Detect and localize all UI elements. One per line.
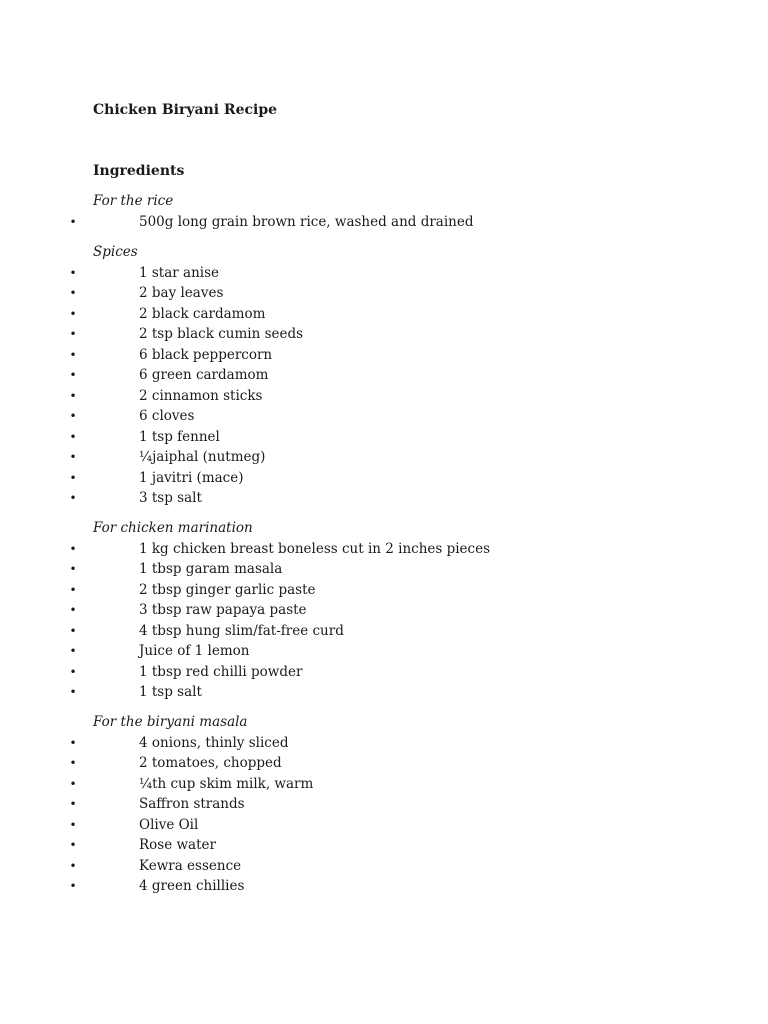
- list-item: [0, 304, 768, 325]
- section-title: For the biryani masala: [93, 714, 248, 730]
- list-item: [0, 580, 768, 601]
- bullet-icon: •: [69, 562, 77, 576]
- bullet-icon: •: [69, 450, 77, 464]
- list-item: [0, 682, 768, 703]
- list-item: [0, 212, 768, 233]
- list-item-text: 6 cloves: [139, 408, 195, 424]
- list-item: [0, 641, 768, 662]
- list-item: [0, 365, 768, 386]
- list-item-text: 2 cinnamon sticks: [139, 387, 263, 404]
- list-item: [0, 447, 768, 468]
- list-item: [0, 753, 768, 774]
- list-item-text: Olive Oil: [139, 816, 199, 833]
- list-item-text: Juice of 1 lemon: [139, 643, 250, 659]
- list-item-text: 4 tbsp hung slim/fat-free curd: [139, 622, 344, 639]
- bullet-icon: •: [69, 623, 77, 638]
- list-item: [0, 876, 768, 897]
- bullet-icon: •: [69, 776, 77, 791]
- bullet-icon: •: [69, 879, 77, 893]
- bullet-icon: •: [69, 858, 77, 873]
- list-item: [0, 815, 768, 836]
- bullet-icon: •: [69, 582, 77, 597]
- page-title: Chicken Biryani Recipe: [93, 102, 278, 118]
- bullet-icon: •: [69, 817, 77, 832]
- bullet-icon: •: [69, 368, 77, 382]
- list-item: [0, 263, 768, 284]
- list-item-text: 4 onions, thinly sliced: [139, 734, 289, 751]
- bullet-icon: •: [69, 756, 77, 770]
- bullet-icon: •: [69, 603, 77, 617]
- list-item: [0, 283, 768, 304]
- list-item: [0, 324, 768, 345]
- list-item: [0, 621, 768, 642]
- list-item-text: Kewra essence: [139, 857, 242, 874]
- list-item-text: 2 tbsp ginger garlic paste: [139, 581, 316, 598]
- list-item: [0, 539, 768, 560]
- bullet-icon: •: [69, 685, 77, 699]
- list-item-text: 2 black cardamom: [139, 305, 266, 322]
- ingredient-list: [0, 263, 768, 509]
- list-item-text: 1 star anise: [139, 264, 220, 281]
- list-item-text: 6 green cardamom: [139, 367, 269, 383]
- list-item: [0, 774, 768, 795]
- bullet-icon: •: [69, 429, 77, 444]
- section-title: Spices: [93, 244, 138, 260]
- list-item-text: 1 tsp salt: [139, 684, 202, 700]
- bullet-icon: •: [69, 409, 77, 423]
- list-item-text: 4 green chillies: [139, 878, 245, 894]
- list-item: [0, 427, 768, 448]
- ingredients-heading: Ingredients: [93, 163, 185, 179]
- list-item-text: ¼th cup skim milk, warm: [139, 775, 314, 792]
- ingredient-list: [0, 733, 768, 897]
- list-item-text: 2 tsp black cumin seeds: [139, 326, 304, 342]
- list-item-text: Rose water: [139, 837, 216, 853]
- list-item: [0, 386, 768, 407]
- list-item-text: 2 bay leaves: [139, 285, 224, 301]
- bullet-icon: •: [69, 214, 77, 229]
- section-title: For the rice: [93, 193, 174, 209]
- section-biryani-masala: [0, 712, 768, 897]
- bullet-icon: •: [69, 541, 77, 556]
- bullet-icon: •: [69, 265, 77, 280]
- list-item: [0, 559, 768, 580]
- list-item-text: 1 tbsp red chilli powder: [139, 663, 303, 680]
- bullet-icon: •: [69, 306, 77, 321]
- bullet-icon: •: [69, 491, 77, 505]
- list-item: [0, 600, 768, 621]
- bullet-icon: •: [69, 838, 77, 852]
- list-item-text: 500g long grain brown rice, washed and drained: [139, 213, 474, 230]
- list-item-text: ¼jaiphal (nutmeg): [139, 449, 266, 465]
- list-item: [0, 835, 768, 856]
- list-item-text: 2 tomatoes, chopped: [139, 755, 282, 771]
- ingredient-list: [0, 212, 768, 233]
- section-spices: [0, 242, 768, 509]
- bullet-icon: •: [69, 388, 77, 403]
- section-chicken-marination: [0, 518, 768, 703]
- list-item-text: 6 black peppercorn: [139, 346, 273, 363]
- list-item-text: 3 tbsp raw papaya paste: [139, 602, 307, 618]
- bullet-icon: •: [69, 664, 77, 679]
- bullet-icon: •: [69, 327, 77, 341]
- list-item: [0, 662, 768, 683]
- list-item: [0, 406, 768, 427]
- list-item: [0, 468, 768, 489]
- list-item: [0, 488, 768, 509]
- section-title: For chicken marination: [93, 520, 253, 536]
- bullet-icon: •: [69, 735, 77, 750]
- section-rice: [0, 191, 768, 232]
- list-item-text: 1 tsp fennel: [139, 428, 220, 445]
- bullet-icon: •: [69, 644, 77, 658]
- bullet-icon: •: [69, 286, 77, 300]
- bullet-icon: •: [69, 347, 77, 362]
- bullet-icon: •: [69, 797, 77, 811]
- list-item-text: 1 javitri (mace): [139, 469, 244, 486]
- list-item-text: 3 tsp salt: [139, 490, 202, 506]
- list-item: [0, 794, 768, 815]
- ingredient-list: [0, 539, 768, 703]
- list-item-text: Saffron strands: [139, 796, 245, 812]
- bullet-icon: •: [69, 470, 77, 485]
- list-item: [0, 856, 768, 877]
- list-item-text: 1 kg chicken breast boneless cut in 2 inches pieces: [139, 540, 491, 557]
- list-item: [0, 345, 768, 366]
- list-item: [0, 733, 768, 754]
- list-item-text: 1 tbsp garam masala: [139, 561, 283, 577]
